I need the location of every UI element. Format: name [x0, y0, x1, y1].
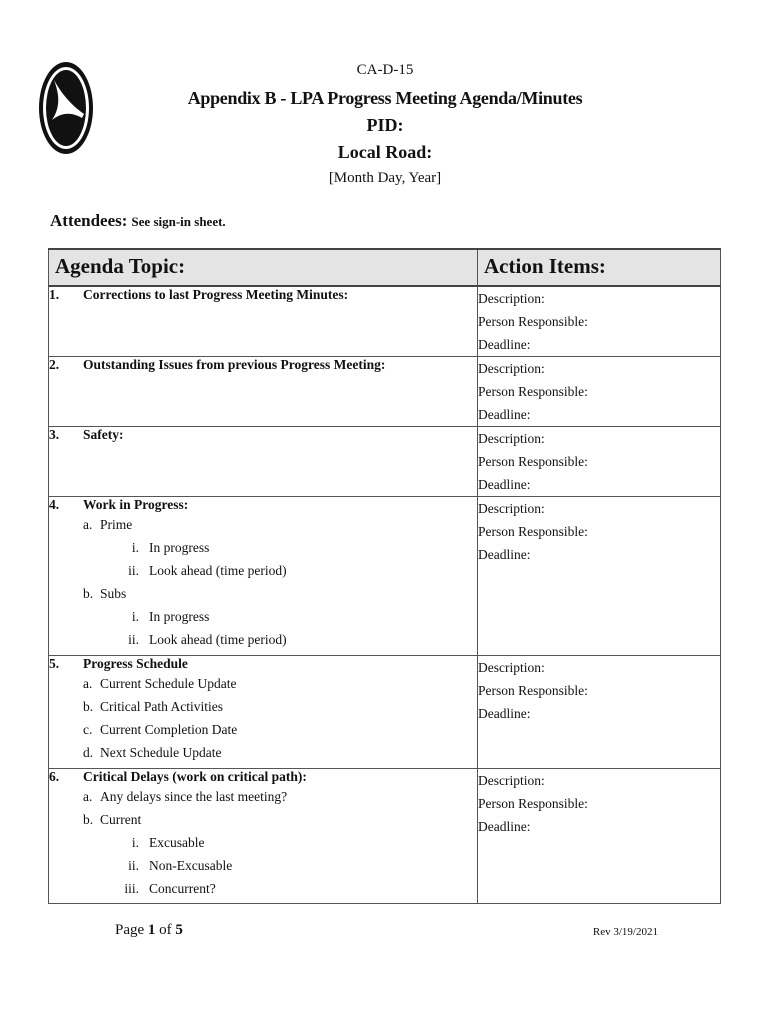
sub-sub-item: i. Excusable: [131, 835, 205, 850]
topic-number: 2.: [49, 357, 60, 372]
deadline-label: Deadline:: [478, 337, 531, 352]
sub-item: a. Current Schedule Update: [83, 676, 237, 691]
description-label: Description:: [478, 501, 545, 516]
sub-item: b. Current: [83, 812, 142, 827]
meeting-date: [Month Day, Year]: [328, 170, 442, 186]
sub-item: c. Current Completion Date: [83, 722, 238, 737]
attendees-label: Attendees:: [50, 211, 128, 230]
table-row: [49, 769, 721, 904]
actions-cell: [478, 769, 721, 904]
topic-number: 6.: [49, 769, 60, 784]
pid-label: PID:: [366, 115, 404, 135]
actions-cell: [478, 656, 721, 769]
topic-cell: [49, 769, 478, 904]
form-code: CA-D-15: [356, 62, 414, 78]
table-row: [49, 357, 721, 427]
description-label: Description:: [478, 431, 545, 446]
sub-sub-item: i. In progress: [131, 540, 210, 555]
topic-cell: [49, 497, 478, 656]
topic-title: Work in Progress:: [83, 497, 189, 512]
table-row: [49, 497, 721, 656]
sub-item: a. Prime: [83, 517, 133, 532]
deadline-label: Deadline:: [478, 407, 531, 422]
local-road-label: Local Road:: [337, 142, 433, 162]
actions-cell: [478, 286, 721, 357]
topic-title: Progress Schedule: [83, 656, 188, 671]
sub-sub-item: iii. Concurrent?: [124, 881, 216, 896]
sub-item: b. Critical Path Activities: [83, 699, 223, 714]
topic-title: Safety:: [83, 427, 124, 442]
deadline-label: Deadline:: [478, 547, 531, 562]
table-row: [49, 656, 721, 769]
actions-cell: [478, 497, 721, 656]
sub-item: b. Subs: [83, 586, 127, 601]
topic-number: 3.: [49, 427, 60, 442]
table-row: [49, 286, 721, 357]
attendees-line: [50, 211, 226, 231]
sub-sub-item: ii. Non-Excusable: [128, 858, 233, 873]
sub-item: d. Next Schedule Update: [83, 745, 222, 760]
agenda-topic-header: Agenda Topic:: [49, 249, 478, 286]
description-label: Description:: [478, 291, 545, 306]
topic-number: 5.: [49, 656, 60, 671]
attendees-value: See sign-in sheet.: [131, 214, 226, 229]
actions-cell: [478, 357, 721, 427]
topic-title: Critical Delays (work on critical path):: [83, 769, 307, 784]
person-responsible-label: Person Responsible:: [478, 454, 588, 469]
page-number: Page 1 of 5: [115, 922, 183, 938]
agenda-table: [48, 248, 721, 904]
document-title: Appendix B - LPA Progress Meeting Agenda/Minutes: [187, 88, 583, 108]
revision-date: Rev 3/19/2021: [592, 926, 658, 938]
table-header-row: [49, 249, 721, 286]
sub-sub-item: ii. Look ahead (time period): [128, 632, 287, 647]
topic-number: 1.: [49, 287, 60, 302]
person-responsible-label: Person Responsible:: [478, 314, 588, 329]
sub-item: a. Any delays since the last meeting?: [83, 789, 288, 804]
action-items-header: Action Items:: [478, 249, 721, 286]
description-label: Description:: [478, 660, 545, 675]
topic-title: Outstanding Issues from previous Progress Meeting:: [83, 357, 386, 372]
person-responsible-label: Person Responsible:: [478, 384, 588, 399]
table-row: [49, 427, 721, 497]
topic-number: 4.: [49, 497, 60, 512]
topic-cell: [49, 286, 478, 357]
person-responsible-label: Person Responsible:: [478, 683, 588, 698]
deadline-label: Deadline:: [478, 477, 531, 492]
topic-cell: [49, 656, 478, 769]
sub-sub-item: i. In progress: [131, 609, 210, 624]
description-label: Description:: [478, 361, 545, 376]
sub-sub-item: ii. Look ahead (time period): [128, 563, 287, 578]
person-responsible-label: Person Responsible:: [478, 524, 588, 539]
description-label: Description:: [478, 773, 545, 788]
deadline-label: Deadline:: [478, 706, 531, 721]
topic-title: Corrections to last Progress Meeting Minutes:: [83, 287, 349, 302]
topic-cell: [49, 357, 478, 427]
deadline-label: Deadline:: [478, 819, 531, 834]
topic-cell: [49, 427, 478, 497]
actions-cell: [478, 427, 721, 497]
person-responsible-label: Person Responsible:: [478, 796, 588, 811]
